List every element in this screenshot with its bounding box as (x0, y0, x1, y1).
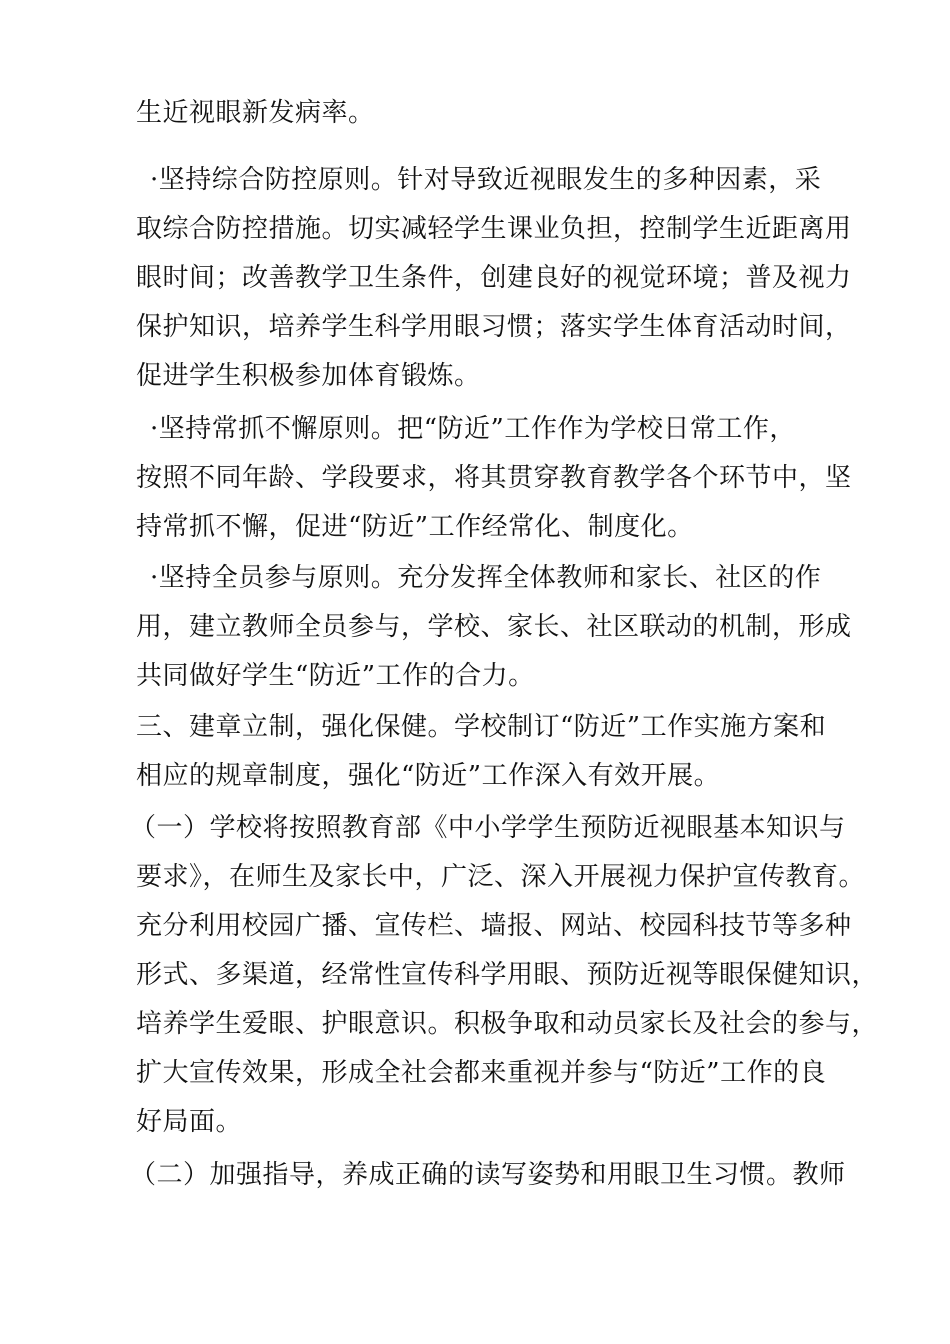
text-line: 促进学生积极参加体育锻炼。 (136, 361, 481, 391)
text-line: 形式、多渠道，经常性宣传科学用眼、预防近视等眼保健知识， (136, 960, 879, 990)
text-line: 生近视眼新发病率。 (136, 98, 375, 128)
text-line: 相应的规章制度，强化“防近”工作深入有效开展。 (136, 761, 721, 791)
text-line: ·坚持综合防控原则。针对导致近视眼发生的多种因素，采 (150, 165, 822, 195)
text-line: （一）学校将按照教育部《中小学学生预防近视眼基本知识与 (130, 813, 846, 843)
text-line: 眼时间；改善教学卫生条件，创建良好的视觉环境；普及视力 (136, 263, 852, 293)
text-line: 培养学生爱眼、护眼意识。积极争取和动员家长及社会的参与， (136, 1009, 879, 1039)
text-line: 扩大宣传效果，形成全社会都来重视并参与“防近”工作的良 (136, 1058, 827, 1088)
text-line: 持常抓不懈，促进“防近”工作经常化、制度化。 (136, 512, 694, 542)
text-line: 保护知识，培养学生科学用眼习惯；落实学生体育活动时间， (136, 312, 852, 342)
text-line: 要求》，在师生及家长中，广泛、深入开展视力保护宣传教育。 (136, 862, 866, 892)
text-line: ·坚持常抓不懈原则。把“防近”工作作为学校日常工作， (150, 414, 796, 444)
text-line: 共同做好学生“防近”工作的合力。 (136, 661, 535, 691)
text-line: （二）加强指导，养成正确的读写姿势和用眼卫生习惯。教师 (130, 1160, 846, 1190)
text-line: 取综合防控措施。切实减轻学生课业负担，控制学生近距离用 (136, 214, 852, 244)
text-line: 三、建章立制，强化保健。学校制订“防近”工作实施方案和 (136, 712, 827, 742)
text-line: 用，建立教师全员参与，学校、家长、社区联动的机制，形成 (136, 612, 852, 642)
text-line: ·坚持全员参与原则。充分发挥全体教师和家长、社区的作 (150, 563, 822, 593)
text-line: 按照不同年龄、学段要求，将其贯穿教育教学各个环节中，坚 (136, 463, 852, 493)
text-line: 充分利用校园广播、宣传栏、墙报、网站、校园科技节等多种 (136, 911, 852, 941)
text-line: 好局面。 (136, 1107, 243, 1137)
